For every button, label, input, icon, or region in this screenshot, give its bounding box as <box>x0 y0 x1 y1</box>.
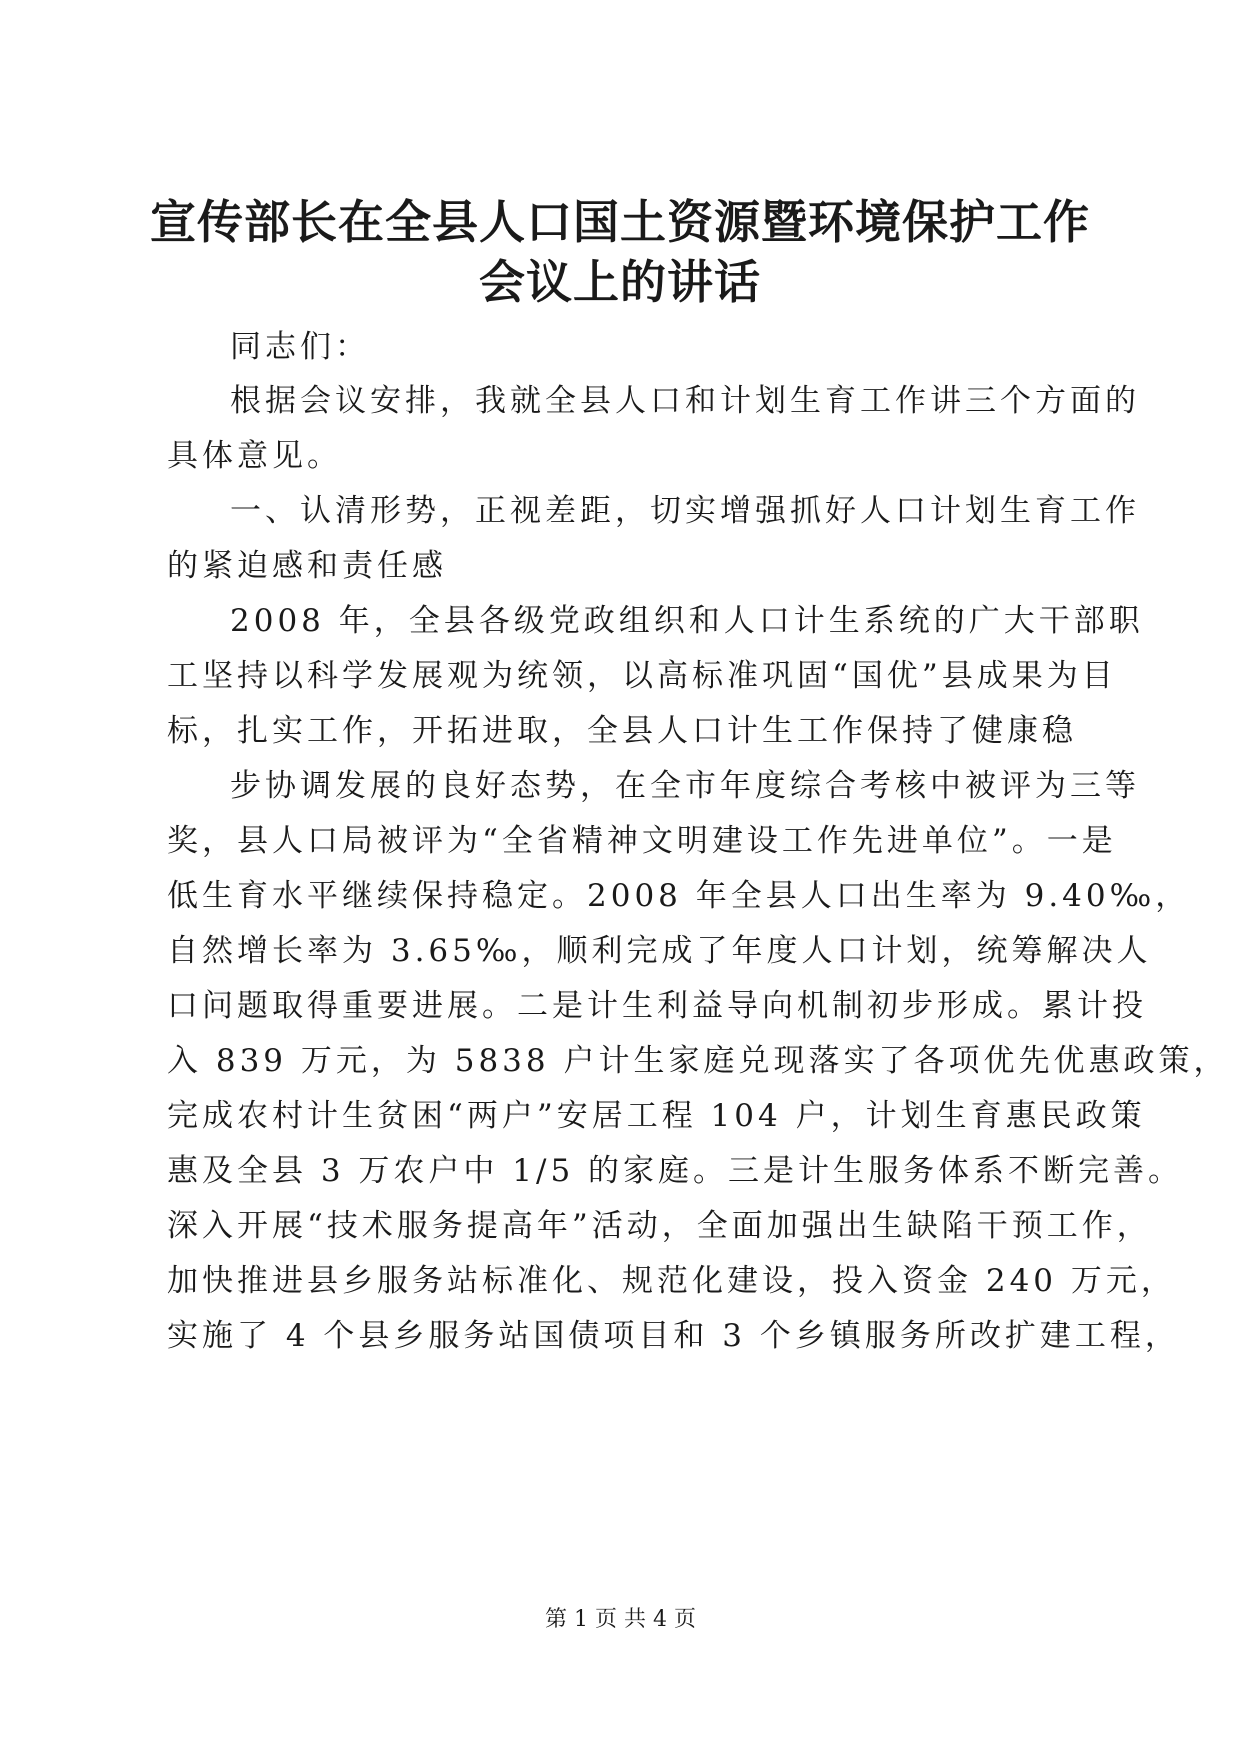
paragraph-line: 标，扎实工作，开拓进取，全县人口计生工作保持了健康稳 <box>167 713 1077 749</box>
paragraph-line: 实施了 4 个县乡服务站国债项目和 3 个乡镇服务所改扩建工程， <box>167 1318 1180 1354</box>
paragraph-line: 根据会议安排，我就全县人口和计划生育工作讲三个方面的 <box>230 383 1140 419</box>
page-number-footer: 第 1 页 共 4 页 <box>545 1607 696 1632</box>
salutation: 同志们： <box>230 329 370 365</box>
document-title-line-2: 会议上的讲话 <box>479 255 761 309</box>
paragraph-line: 入 839 万元，为 5838 户计生家庭兑现落实了各项优先优惠政策， <box>167 1043 1229 1079</box>
paragraph-line: 具体意见。 <box>167 438 342 474</box>
paragraph-line: 加快推进县乡服务站标准化、规范化建设，投入资金 240 万元， <box>167 1263 1176 1299</box>
section-heading-line: 一、认清形势，正视差距，切实增强抓好人口计划生育工作 <box>230 493 1140 529</box>
paragraph-line: 奖，县人口局被评为“全省精神文明建设工作先进单位”。一是 <box>167 823 1117 859</box>
document-title-line-1: 宣传部长在全县人口国土资源暨环境保护工作 <box>150 195 1090 249</box>
paragraph-line: 2008 年，全县各级党政组织和人口计生系统的广大干部职 <box>230 603 1144 639</box>
paragraph-line: 低生育水平继续保持稳定。2008 年全县人口出生率为 9.40‰， <box>167 878 1191 914</box>
paragraph-line: 完成农村计生贫困“两户”安居工程 104 户，计划生育惠民政策 <box>167 1098 1146 1134</box>
paragraph-line: 自然增长率为 3.65‰，顺利完成了年度人口计划，统筹解决人 <box>167 933 1152 969</box>
paragraph-line: 工坚持以科学发展观为统领，以高标准巩固“国优”县成果为目 <box>167 658 1117 694</box>
paragraph-line: 惠及全县 3 万农户中 1/5 的家庭。三是计生服务体系不断完善。 <box>167 1153 1184 1189</box>
paragraph-line: 步协调发展的良好态势，在全市年度综合考核中被评为三等 <box>230 768 1140 804</box>
paragraph-line: 深入开展“技术服务提高年”活动，全面加强出生缺陷干预工作， <box>167 1208 1152 1244</box>
section-heading-line: 的紧迫感和责任感 <box>167 548 447 584</box>
paragraph-line: 口问题取得重要进展。二是计生利益导向机制初步形成。累计投 <box>167 988 1147 1024</box>
